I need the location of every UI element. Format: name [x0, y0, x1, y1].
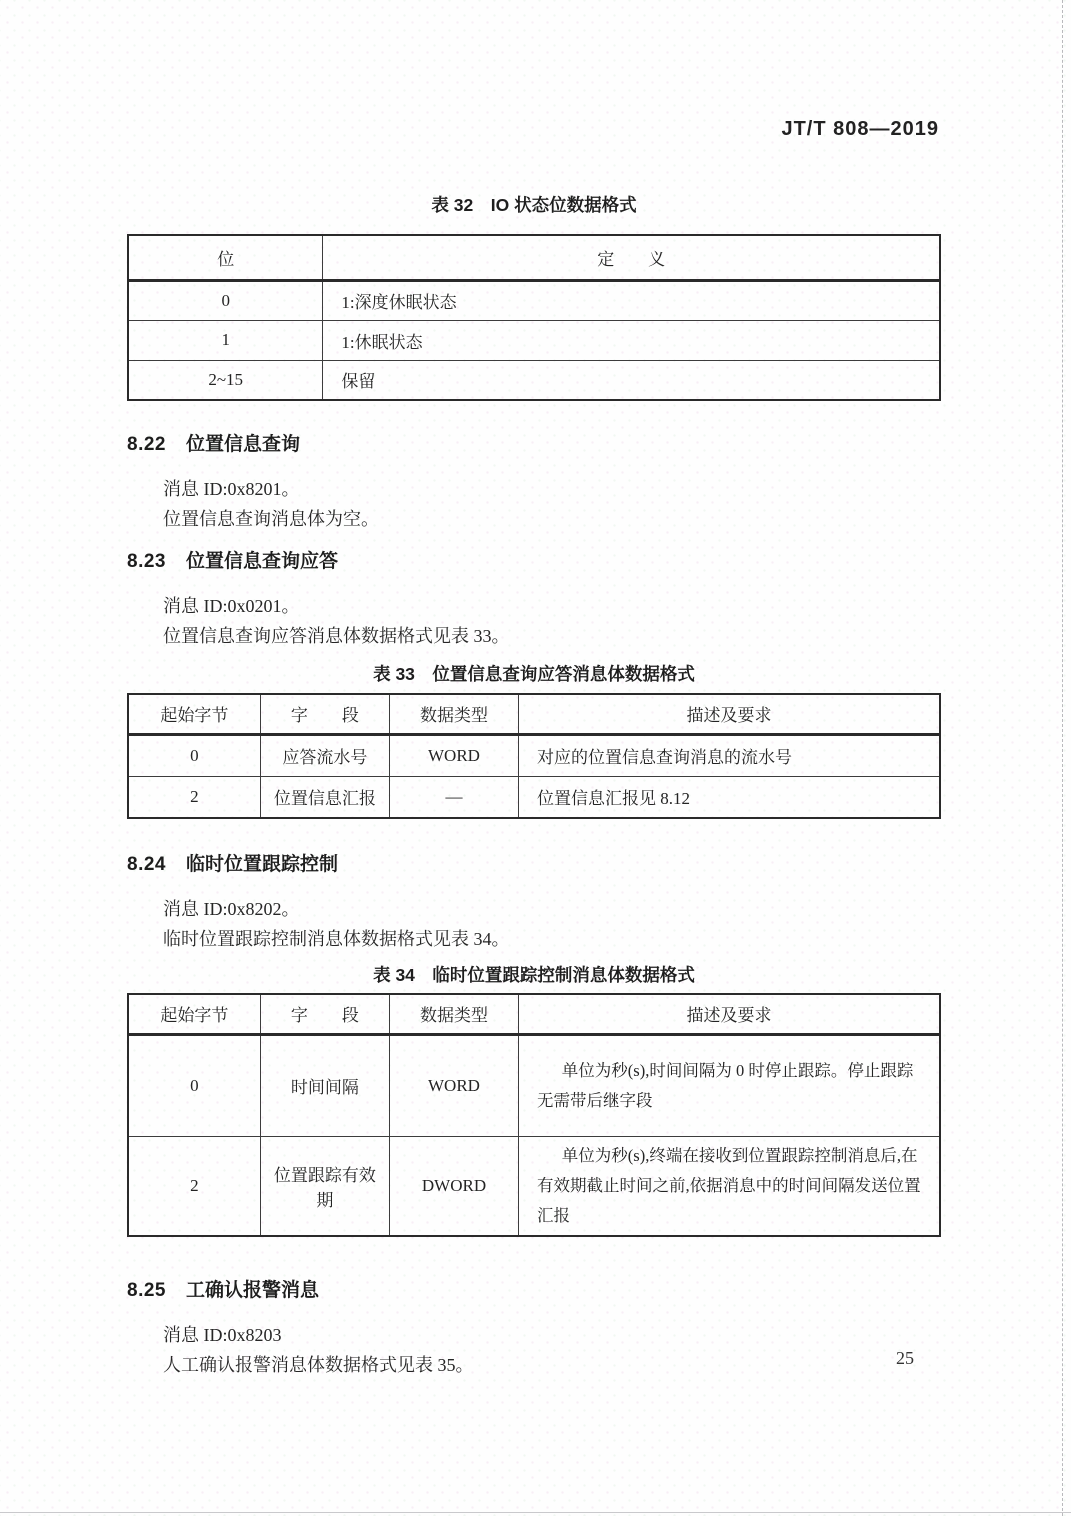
- table-row: [128, 360, 940, 400]
- table34-caption: 表 34 临时位置跟踪控制消息体数据格式: [373, 965, 695, 985]
- table-row: [128, 734, 940, 776]
- document-number-header: [127, 116, 941, 142]
- paragraph: 消息 ID:0x8201。: [163, 479, 300, 499]
- paragraph: 临时位置跟踪控制消息体数据格式见表 34。: [163, 929, 510, 949]
- table34-header-start-byte: 起始字节: [128, 994, 260, 1034]
- table33: [127, 693, 941, 819]
- table32-header-row: [128, 235, 940, 280]
- table34-header-description: 描述及要求: [519, 994, 940, 1034]
- paragraph: 位置信息查询应答消息体数据格式见表 33。: [163, 626, 510, 646]
- section-number: 8.23: [127, 551, 166, 572]
- paragraph: 位置信息查询消息体为空。: [163, 509, 379, 529]
- scan-right-edge-line: [1062, 0, 1063, 1516]
- table-row: [128, 280, 940, 320]
- table33-header-data-type: 数据类型: [389, 694, 518, 734]
- table33-header-row: [128, 694, 940, 734]
- section-title: 工确认报警消息: [185, 1280, 319, 1301]
- table34-cell-field: 时间间隔: [260, 1034, 389, 1136]
- table-row: [128, 776, 940, 818]
- table34-header-row: [128, 994, 940, 1034]
- scan-bottom-edge-line: [0, 1512, 1071, 1513]
- page-content: [127, 0, 941, 1380]
- table33-cell-field: 位置信息汇报: [260, 776, 389, 818]
- table32-header-definition: 定 义: [323, 235, 940, 280]
- table32-caption: 表 32 IO 状态位数据格式: [431, 195, 637, 215]
- paragraph: 消息 ID:0x8203: [163, 1325, 282, 1345]
- table33-cell-description: 对应的位置信息查询消息的流水号: [519, 734, 940, 776]
- table34: [127, 993, 941, 1237]
- section-number: 8.25: [127, 1280, 166, 1301]
- section-number: 8.24: [127, 854, 166, 875]
- table33-cell-start-byte: 2: [128, 776, 260, 818]
- table-row: [128, 320, 940, 360]
- table32-cell-definition: 保留: [323, 360, 940, 400]
- table32-cell-definition: 1:休眠状态: [323, 320, 940, 360]
- section-8-25-heading: [127, 1277, 941, 1304]
- table32: [127, 234, 941, 401]
- page-number: 25: [896, 1348, 914, 1368]
- section-8-23-heading: [127, 548, 941, 575]
- table34-cell-description: 单位为秒(s),终端在接收到位置跟踪控制消息后,在有效期截止时间之前,依据消息中的时间间隔发送位置汇报: [519, 1136, 940, 1236]
- section-title: 位置信息查询应答: [185, 551, 338, 572]
- table33-cell-data-type: —: [389, 776, 518, 818]
- table33-header-start-byte: 起始字节: [128, 694, 260, 734]
- table-row: [128, 1034, 940, 1136]
- table34-header-data-type: 数据类型: [389, 994, 518, 1034]
- section-8-24-heading: [127, 851, 941, 878]
- table33-header-field: 字 段: [260, 694, 389, 734]
- table32-cell-definition: 1:深度休眠状态: [323, 280, 940, 320]
- table33-header-description: 描述及要求: [519, 694, 940, 734]
- table33-cell-data-type: WORD: [389, 734, 518, 776]
- section-number: 8.22: [127, 434, 166, 455]
- table32-cell-bit: 2~15: [128, 360, 323, 400]
- section-8-22-heading: [127, 431, 941, 458]
- standard-number: JT/T 808—2019: [781, 118, 939, 140]
- table33-cell-field: 应答流水号: [260, 734, 389, 776]
- table32-cell-bit: 1: [128, 320, 323, 360]
- table34-cell-field: 位置跟踪有效期: [260, 1136, 389, 1236]
- table34-cell-data-type: WORD: [389, 1034, 518, 1136]
- table34-cell-start-byte: 2: [128, 1136, 260, 1236]
- table34-header-field: 字 段: [260, 994, 389, 1034]
- table32-cell-bit: 0: [128, 280, 323, 320]
- table33-cell-start-byte: 0: [128, 734, 260, 776]
- section-title: 位置信息查询: [185, 434, 300, 455]
- table33-cell-description: 位置信息汇报见 8.12: [519, 776, 940, 818]
- table34-cell-description: 单位为秒(s),时间间隔为 0 时停止跟踪。停止跟踪无需带后继字段: [519, 1034, 940, 1136]
- table32-header-bit: 位: [128, 235, 323, 280]
- table34-cell-data-type: DWORD: [389, 1136, 518, 1236]
- table-row: [128, 1136, 940, 1236]
- table34-cell-start-byte: 0: [128, 1034, 260, 1136]
- paragraph: 人工确认报警消息体数据格式见表 35。: [163, 1355, 474, 1375]
- table33-caption: 表 33 位置信息查询应答消息体数据格式: [373, 664, 695, 684]
- paragraph: 消息 ID:0x0201。: [163, 596, 300, 616]
- section-title: 临时位置跟踪控制: [185, 854, 338, 875]
- paragraph: 消息 ID:0x8202。: [163, 899, 300, 919]
